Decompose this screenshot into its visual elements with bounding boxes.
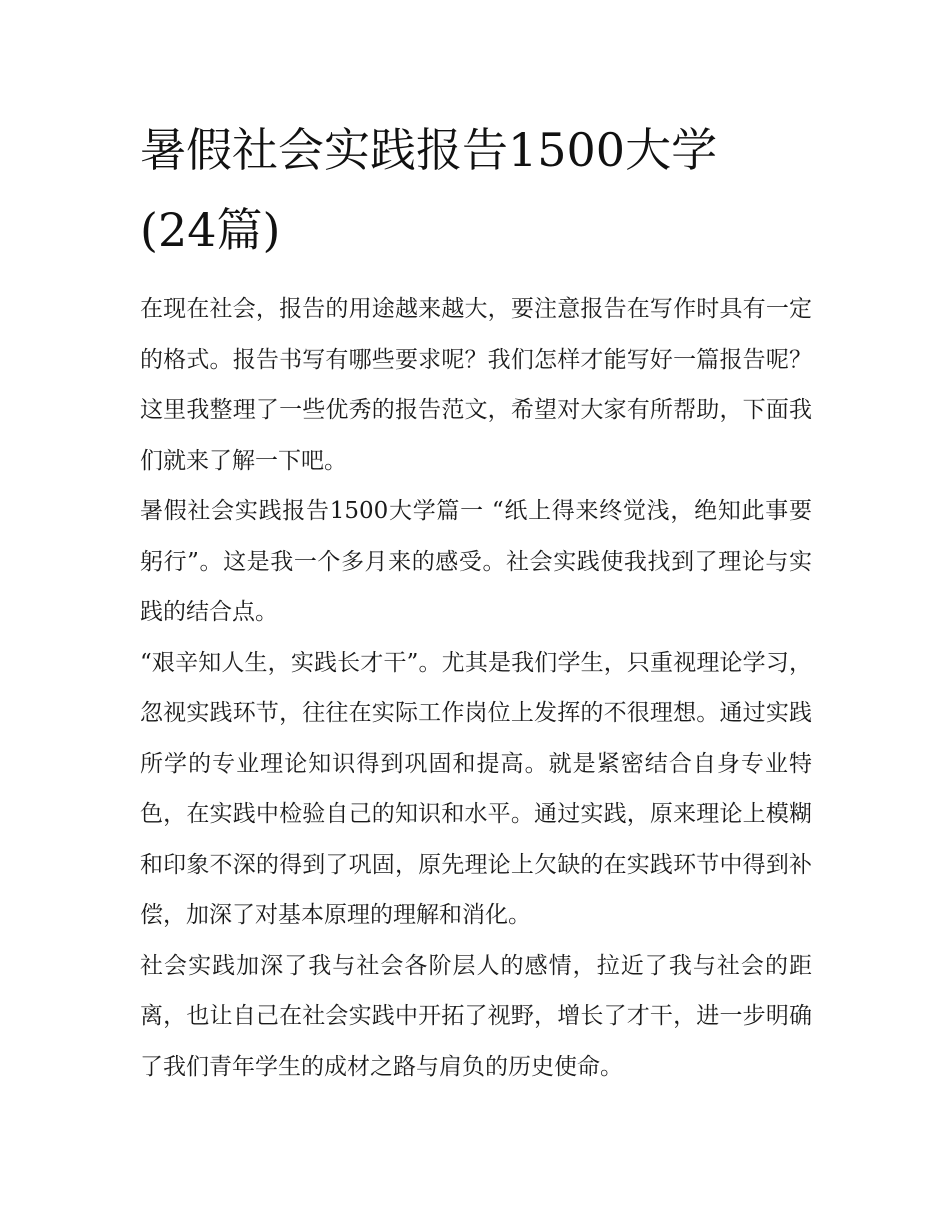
document-title-line2: (24篇): [140, 203, 281, 257]
society-paragraph: 社会实践加深了我与社会各阶层人的感情，拉近了我与社会的距离，也让自己在社会实践中开拓了视野，增长了才干，进一步明确了我们青年学生的成材之路与肩负的历史使命。: [140, 952, 812, 1080]
document-title: [140, 110, 812, 270]
document-page: [140, 110, 812, 1092]
section-one-paragraph: 暑假社会实践报告1500大学篇一 “纸上得来终觉浅，绝知此事要躬行”。这是我一个多月来的感受。社会实践使我找到了理论与实践的结合点。: [140, 498, 812, 625]
intro-paragraph: 在现在社会，报告的用途越来越大，要注意报告在写作时具有一定的格式。报告书写有哪些要求呢？我们怎样才能写好一篇报告呢？这里我整理了一些优秀的报告范文，希望对大家有所帮助，下面我们就来了解一下吧。: [140, 296, 812, 474]
practice-paragraph: “艰辛知人生，实践长才干”。尤其是我们学生，只重视理论学习，忽视实践环节，往往在实际工作岗位上发挥的不很理想。通过实践所学的专业理论知识得到巩固和提高。就是紧密结合自身专业特色，在实践中检验自己的知识和水平。通过实践，原来理论上模糊和印象不深的得到了巩固，原先理论上欠缺的在实践环节中得到补偿，加深了对基本原理的理解和消化。: [140, 649, 812, 928]
document-title-line1: 暑假社会实践报告1500大学: [140, 123, 718, 177]
